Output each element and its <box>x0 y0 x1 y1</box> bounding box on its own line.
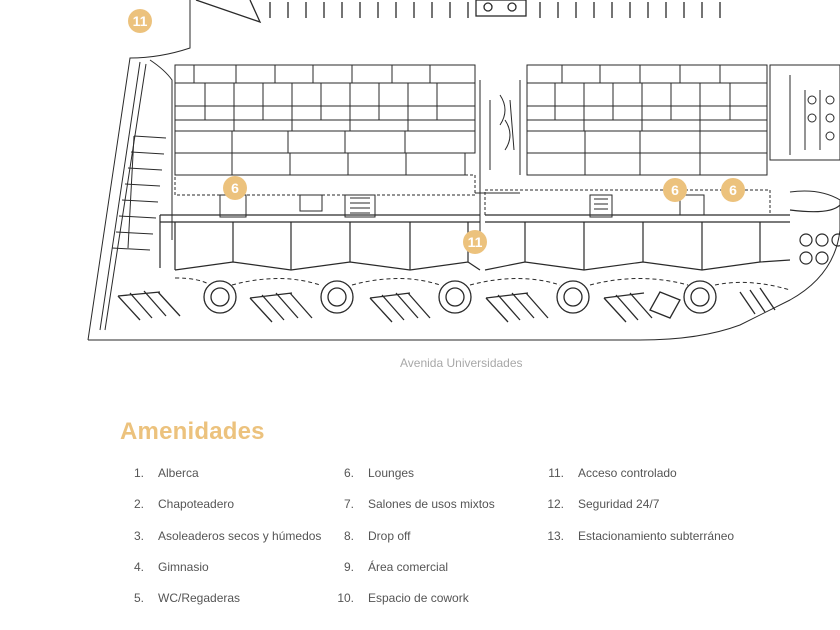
marker-6-right-b <box>721 178 745 202</box>
amenity-label: Seguridad 24/7 <box>578 497 660 512</box>
building-left <box>175 65 475 217</box>
building-right <box>485 65 840 217</box>
amenity-item <box>540 466 780 497</box>
amenity-label: Espacio de cowork <box>368 591 469 606</box>
amenity-number: 4. <box>133 559 144 574</box>
central-corridor <box>475 80 520 240</box>
amenity-label: Gimnasio <box>158 559 209 574</box>
amenity-label: Acceso controlado <box>578 466 677 480</box>
amenity-label: WC/Regaderas <box>158 591 241 606</box>
amenity-number: 3. <box>133 528 144 543</box>
amenities-column-3 <box>540 466 780 560</box>
marker-11-center-number: 11 <box>467 234 483 250</box>
amenity-label: Asoleaderos secos y húmedos <box>158 528 322 543</box>
marker-6-left-number: 6 <box>231 180 239 196</box>
amenity-number: 7. <box>343 497 354 512</box>
marker-6-right-a <box>663 178 687 202</box>
amenity-number: 2. <box>133 497 144 512</box>
amenity-item <box>330 497 570 528</box>
amenities-column-1 <box>120 466 360 622</box>
amenity-number: 12. <box>547 497 564 512</box>
left-ramp <box>100 60 172 330</box>
amenities-title: Amenidades <box>120 418 265 445</box>
site-outline <box>88 0 840 340</box>
amenity-item <box>330 591 570 622</box>
amenity-item <box>330 529 570 560</box>
amenity-item <box>330 560 570 591</box>
marker-6-right-a-number: 6 <box>671 182 679 198</box>
amenity-label: Estacionamiento subterráneo <box>578 528 735 543</box>
amenity-number: 11. <box>548 466 564 480</box>
amenity-number: 1. <box>133 466 144 480</box>
amenities-column-2 <box>330 466 570 622</box>
amenity-item <box>120 560 360 591</box>
amenity-item <box>120 529 360 560</box>
amenity-item <box>540 497 780 528</box>
marker-11-top <box>128 9 152 33</box>
amenity-number: 10. <box>337 591 354 606</box>
marker-11-center <box>463 230 487 254</box>
marker-11-top-number: 11 <box>132 13 148 29</box>
marker-6-left <box>223 176 247 200</box>
street-label: Avenida Universidades <box>400 356 523 370</box>
amenity-number: 8. <box>343 528 354 543</box>
amenity-item <box>540 529 780 560</box>
top-parking-stalls <box>196 0 720 22</box>
amenity-item <box>120 497 360 528</box>
marker-6-right-b-number: 6 <box>729 182 737 198</box>
amenity-number: 6. <box>343 466 354 480</box>
amenity-label: Alberca <box>158 466 199 480</box>
amenity-label: Drop off <box>368 528 411 543</box>
amenity-label: Chapoteadero <box>158 497 235 512</box>
amenity-item <box>330 466 570 497</box>
amenity-number: 9. <box>343 559 354 574</box>
amenity-item <box>120 466 360 497</box>
commercial-strip <box>160 205 840 270</box>
amenity-item <box>120 591 360 622</box>
amenity-label: Salones de usos mixtos <box>368 497 495 512</box>
amenity-number: 5. <box>133 591 144 606</box>
amenity-label: Área comercial <box>368 559 449 574</box>
amenity-number: 13. <box>547 528 564 543</box>
plan-linework <box>88 0 840 340</box>
amenity-label: Lounges <box>368 466 415 480</box>
drop-off-circles <box>204 281 716 313</box>
